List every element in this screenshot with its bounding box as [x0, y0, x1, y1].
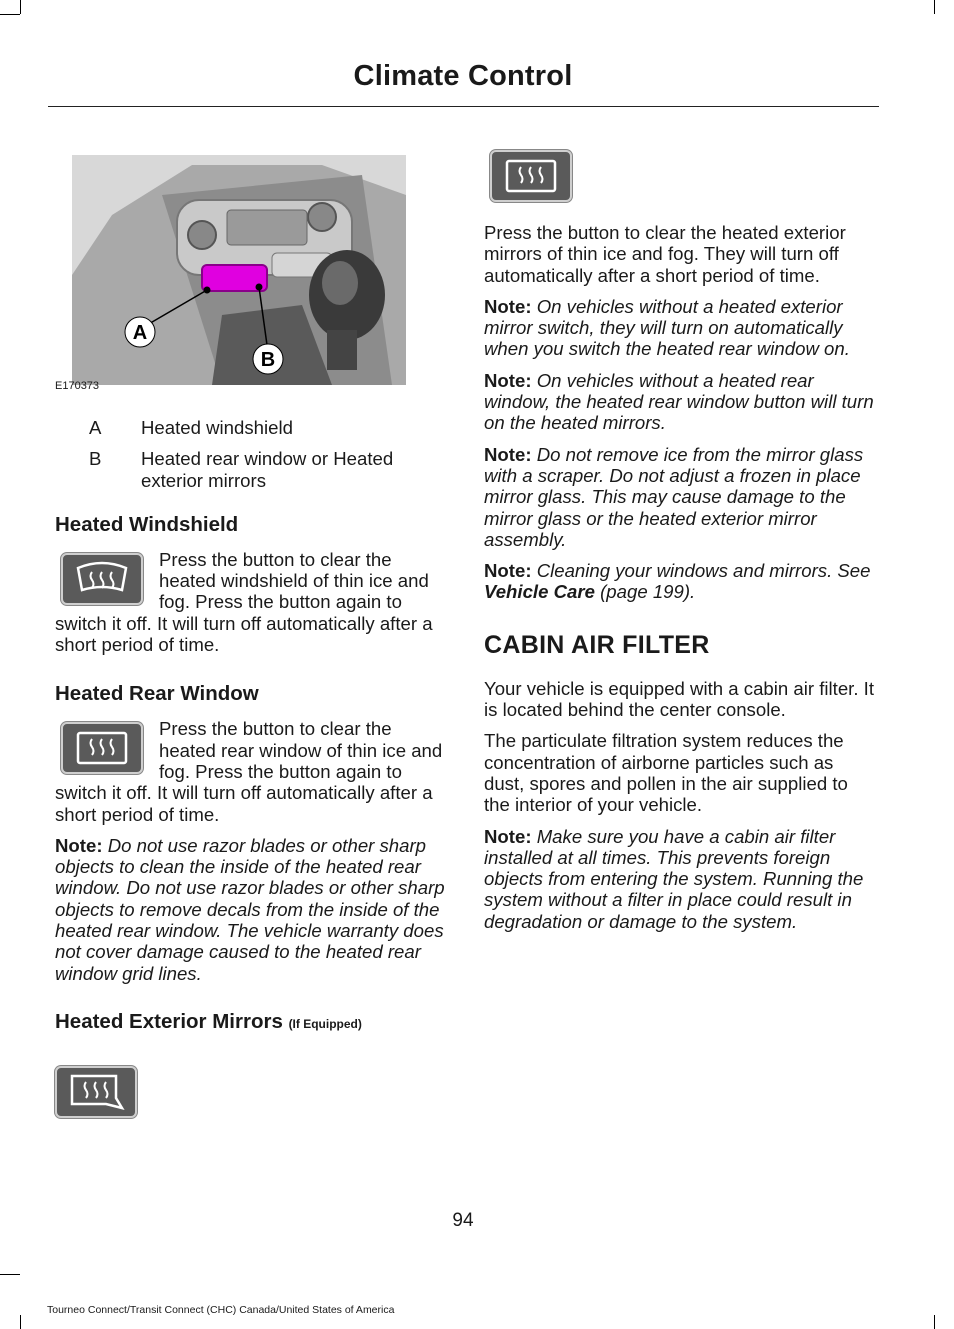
note-text: Do not remove ice from the mirror glass with a scraper. Do not adjust a frozen in place mirror glass. This may cause damage to the mirror glass or the heated exterior mirror assembly.: [484, 443, 864, 550]
section-heated-rear-window: [55, 718, 445, 824]
note-label: Note:: [484, 443, 532, 465]
console-figure: [55, 150, 405, 395]
crop-mark: [0, 14, 20, 15]
crop-mark: [20, 0, 21, 14]
note-text: Cleaning your windows and mirrors. See: [536, 560, 871, 582]
console-illustration: [72, 155, 406, 385]
legend-row: [55, 448, 445, 491]
right-column: [484, 150, 876, 932]
document-footer: Tourneo Connect/Transit Connect (CHC) Canada/United States of America: [47, 1304, 395, 1316]
crop-mark: [934, 1315, 935, 1329]
rear-window-defrost-icon: [61, 722, 143, 774]
care-note: [484, 560, 876, 603]
mirrors-text: Press the button to clear the heated exterior mirrors of thin ice and fog. They will turn off automatically after a short period of time.: [484, 222, 846, 286]
heading-heated-rear-window: Heated Rear Window: [55, 682, 259, 706]
windshield-defrost-icon: [61, 553, 143, 605]
note-label: Note:: [55, 834, 103, 856]
note-label: Note:: [484, 295, 532, 317]
legend-key: A: [89, 417, 102, 438]
rear-window-text: Press the button to clear the heated rear window of thin ice and fog. Press the button again to switch it off. It will turn off automatically after a short period of time.: [55, 718, 443, 825]
left-column: [55, 150, 445, 1118]
mirror-defrost-icon: [55, 1066, 137, 1118]
figure-legend: [55, 417, 445, 491]
mirror-defrost-icon: [490, 150, 572, 202]
note-text: On vehicles without a heated exterior mirror switch, they will turn on automatically when you switch the heated rear window on.: [484, 295, 850, 360]
mirrors-note: [484, 296, 876, 360]
cabin-filter-p2: The particulate filtration system reduces the concentration of airborne particles such as dust, spores and pollen in the air supplied to the interior of your vehicle.: [484, 730, 848, 816]
figure-id: E170373: [55, 380, 100, 392]
page-number: 94: [452, 1210, 474, 1231]
vehicle-care-link[interactable]: Vehicle Care: [484, 581, 595, 603]
crop-mark: [20, 1315, 21, 1329]
cabin-filter-note: [484, 826, 876, 932]
legend-desc: Heated rear window or Heated exterior mirrors: [141, 448, 394, 491]
note-label: Note:: [484, 560, 532, 582]
note-text: Make sure you have a cabin air filter installed at all times. This prevents foreign objects from entering the system. Running the system without a filter in place could result in degradation or damage to the system.: [484, 825, 864, 932]
heading-heated-mirrors: [55, 1010, 445, 1036]
callout-b: B: [260, 349, 276, 371]
section-heated-windshield: [55, 549, 445, 655]
mirrors-note: [484, 370, 876, 434]
legend-row: [55, 417, 445, 438]
crop-mark: [934, 0, 935, 14]
heading-heated-windshield: Heated Windshield: [55, 512, 239, 536]
crop-mark: [0, 1274, 20, 1275]
note-label: Note:: [484, 825, 532, 847]
note-label: Note:: [484, 369, 532, 391]
console-photo: [72, 155, 406, 385]
note-text: On vehicles without a heated rear window, the heated rear window button will turn on the heated mirrors.: [484, 369, 874, 434]
legend-key: B: [89, 448, 102, 470]
callout-a: A: [132, 322, 148, 344]
heading-qualifier: (If Equipped): [288, 1016, 362, 1031]
page-reference: (page 199).: [600, 581, 696, 603]
rear-window-note: [55, 835, 445, 984]
title-divider: [48, 106, 879, 107]
mirrors-note: [484, 444, 876, 550]
legend-desc: Heated windshield: [141, 417, 293, 438]
note-text: Do not use razor blades or other sharp objects to clean the inside of the heated rear window. Do not use razor blades or other sharp objects to remove decals from the inside of the heated rear window. The vehicle warranty does not cover damage caused to the heated rear window grid lines.: [55, 834, 445, 984]
heading-text: Heated Exterior Mirrors: [55, 1009, 283, 1033]
page-title: Climate Control: [353, 60, 573, 92]
cabin-filter-p1: Your vehicle is equipped with a cabin air filter. It is located behind the center console.: [484, 677, 875, 721]
heading-cabin-air-filter: CABIN AIR FILTER: [484, 630, 710, 659]
windshield-text: Press the button to clear the heated windshield of thin ice and fog. Press the button again to switch it off. It will turn off automatically after a short period of time.: [55, 548, 433, 656]
